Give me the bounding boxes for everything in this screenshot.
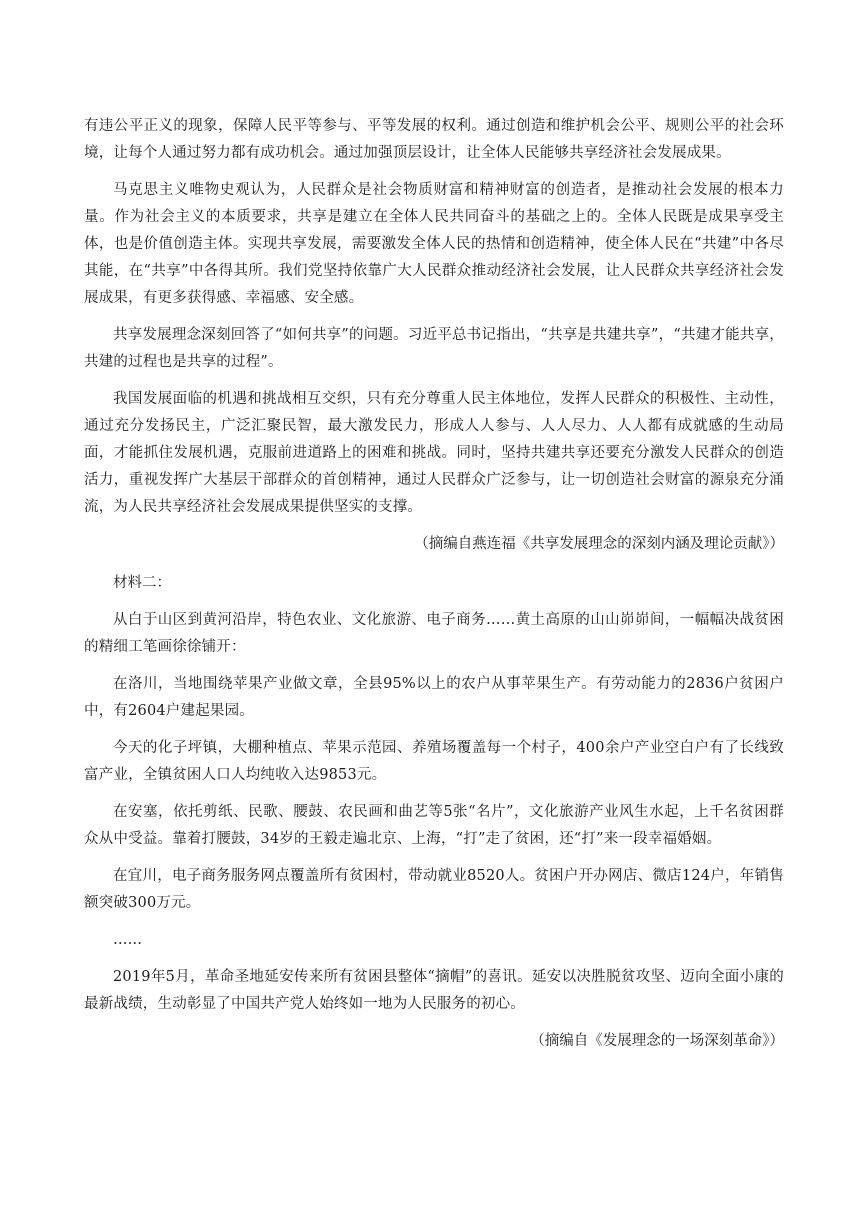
paragraph: 2019年5月，革命圣地延安传来所有贫困县整体“摘帽”的喜讯。延安以决胜脱贫攻坚、迈向全面小康的最新战绩，生动彰显了中国共产党人始终如一地为人民服务的初心。 [84, 969, 784, 1012]
source-citation: （摘编自《发展理念的一场深刻革命》） [530, 1033, 784, 1049]
paragraph: 马克思主义唯物史观认为，人民群众是社会物质财富和精神财富的创造者，是推动社会发展的根本力量。作为社会主义的本质要求，共享是建立在全体人民共同奋斗的基础之上的。全体人民既是成果享受主体，也是价值创造主体。实现共享发展，需要激发全体人民的热情和创造精神，使全体人民在“共建”中各尽其能，在“共享”中各得其所。我们党坚持依靠广大人民群众推动经济社会发展，让人民群众共享经济社会发展成果，有更多获得感、幸福感、安全感。 [84, 182, 784, 306]
ellipsis: …… [113, 932, 142, 948]
paragraph: 我国发展面临的机遇和挑战相互交织，只有充分尊重人民主体地位，发挥人民群众的积极性、主动性，通过充分发扬民主，广泛汇聚民智，最大激发民力，形成人人参与、人人尽力、人人都有成就感的生动局面，才能抓住发展机遇，克服前进道路上的困难和挑战。同时，坚持共建共享还要充分激发人民群众的创造活力，重视发挥广大基层干部群众的首创精神，通过人民群众广泛参与，让一切创造社会财富的源泉充分涌流，为人民共享经济社会发展成果提供坚实的支撑。 [84, 391, 784, 515]
source-citation: （摘编自燕连福《共享发展理念的深刻内涵及理论贡献》） [414, 536, 784, 552]
document-page [84, 113, 784, 1067]
paragraph: 在宜川，电子商务服务网点覆盖所有贫困村，带动就业8520人。贫困户开办网店、微店124户，年销售额突破300万元。 [84, 868, 784, 911]
paragraph: 有违公平正义的现象，保障人民平等参与、平等发展的权利。通过创造和维护机会公平、规则公平的社会环境，让每个人通过努力都有成功机会。通过加强顶层设计，让全体人民能够共享经济社会发展成果。 [84, 118, 784, 161]
material-label: 材料二： [113, 575, 171, 591]
paragraph: 在安塞，依托剪纸、民歌、腰鼓、农民画和曲艺等5张“名片”，文化旅游产业风生水起，上千名贫困群众从中受益。靠着打腰鼓，34岁的王毅走遍北京、上海，“打”走了贫困，还“打”来一段幸福婚姻。 [84, 804, 784, 847]
paragraph: 今天的化子坪镇，大棚种植点、苹果示范园、养殖场覆盖每一个村子，400余户产业空白户有了长线致富产业，全镇贫困人口人均纯收入达9853元。 [84, 740, 784, 783]
paragraph: 共享发展理念深刻回答了“如何共享”的问题。习近平总书记指出，“共享是共建共享”，“共建才能共享，共建的过程也是共享的过程”。 [84, 327, 784, 370]
paragraph: 在洛川，当地围绕苹果产业做文章，全县95%以上的农户从事苹果生产。有劳动能力的2836户贫困户中，有2604户建起果园。 [84, 676, 784, 719]
paragraph: 从白于山区到黄河沿岸，特色农业、文化旅游、电子商务……黄土高原的山山峁峁间，一幅幅决战贫困的精细工笔画徐徐铺开： [84, 612, 784, 655]
